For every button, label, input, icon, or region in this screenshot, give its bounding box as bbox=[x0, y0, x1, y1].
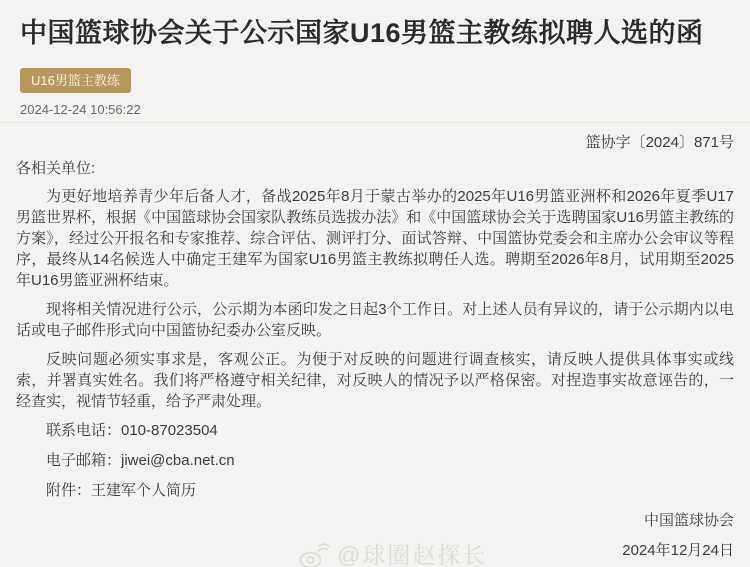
salutation: 各相关单位: bbox=[16, 160, 96, 177]
paragraph-intro: 为更好地培养青少年后备人才，备战2025年8月于蒙古举办的2025年U16男篮亚洲杯和2026年夏季U17男篮世界杯，根据《中国篮球协会国家队教练员选拔办法》和《中国篮球协会关于选聘国家U16男篮主教练的方案》，经过公开报名和专家推荐、综合评估、测评打分、面试答辩、中国篮协党委会和主席办公会审议等程序，最终从14名候选人中确定王建军为国家U16男篮主教练拟聘任人选。聘期至2026年8月，试用期至2025年U16男篮亚洲杯结束。 bbox=[16, 188, 734, 289]
document-body bbox=[16, 132, 734, 561]
attachment-line: 附件：王建军个人简历 bbox=[46, 482, 197, 499]
contact-phone-line: 联系电话：010-87023504 bbox=[46, 422, 218, 439]
topic-tag[interactable]: U16男篮主教练 bbox=[20, 68, 131, 93]
paragraph-feedback-rules: 反映问题必须实事求是，客观公正。为便于对反映的问题进行调查核实，请反映人提供具体事实或线索，并署真实姓名。我们将严格遵守相关纪律，对反映人的情况予以严格保密。对捏造事实故意诬告的，一经查实，视情节轻重，给予严肃处理。 bbox=[16, 351, 734, 410]
signature-date: 2024年12月24日 bbox=[622, 542, 734, 559]
divider bbox=[0, 122, 750, 123]
tag-row bbox=[20, 68, 734, 93]
publish-timestamp: 2024-12-24 10:56:22 bbox=[20, 102, 141, 117]
signature-org: 中国篮球协会 bbox=[643, 512, 734, 529]
page-title: 中国篮球协会关于公示国家U16男篮主教练拟聘人选的函 bbox=[20, 18, 704, 48]
paragraph-publicity-period: 现将相关情况进行公示，公示期为本函印发之日起3个工作日。对上述人员有异议的，请于公示期内以电话或电子邮件形式向中国篮协纪委办公室反映。 bbox=[16, 301, 734, 339]
watermark-text: @球圈赵探长 bbox=[337, 542, 488, 567]
contact-email-line: 电子邮箱：jiwei@cba.net.cn bbox=[46, 452, 235, 469]
document-number: 篮协字〔2024〕871号 bbox=[585, 134, 734, 151]
article-page bbox=[0, 16, 750, 567]
